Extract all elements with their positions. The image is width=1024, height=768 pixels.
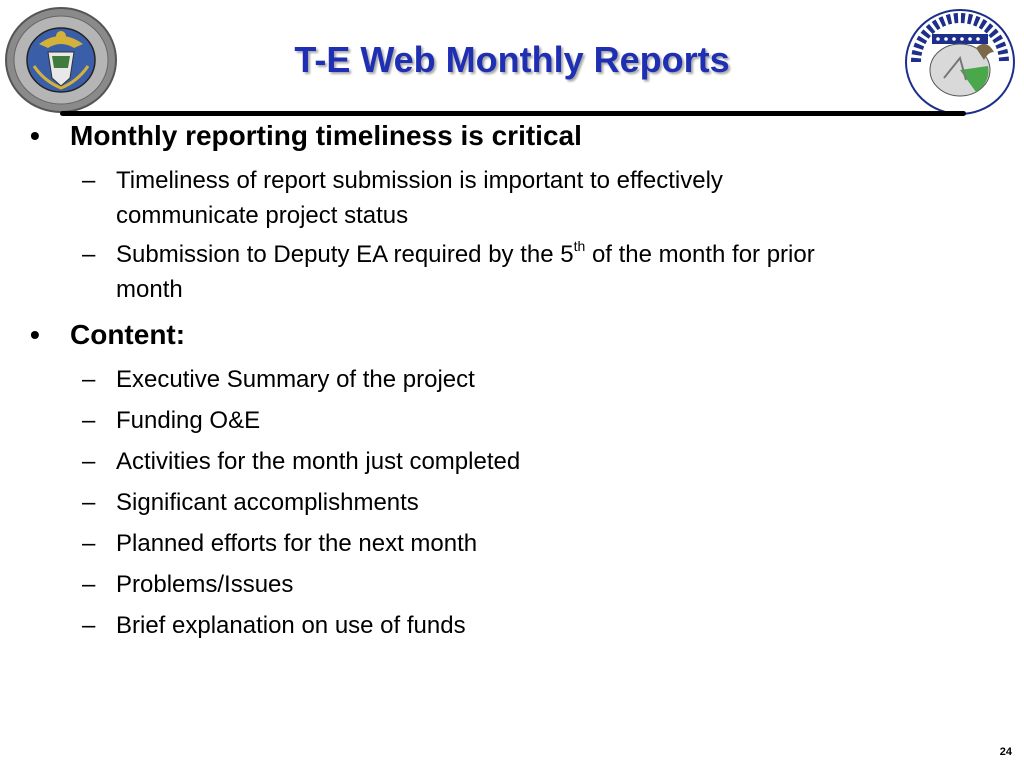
sub-bullet-line-1: Timeliness of report submission is important to effectively (116, 167, 723, 194)
bullet-text: Monthly reporting timeliness is critical (70, 120, 582, 151)
sub-bullet-text: Executive Summary of the project (116, 366, 475, 393)
sub-bullet-text: Significant accomplishments (116, 489, 419, 516)
sub-bullet-marker: – (82, 612, 96, 639)
slide-title: T-E Web Monthly Reports (294, 39, 730, 80)
sub-bullet-marker: – (82, 448, 96, 475)
sub-bullet-text: Funding O&E (116, 407, 261, 434)
sub-bullet-marker: – (82, 489, 96, 516)
sub-bullet-marker: – (82, 366, 96, 393)
page-number: 24 (999, 746, 1012, 758)
bullet-marker: • (30, 120, 40, 151)
sub-bullet-text (116, 163, 962, 233)
sub-bullet-marker: – (82, 241, 96, 268)
title-divider (60, 111, 966, 116)
bullet-marker: • (30, 319, 40, 350)
sub-bullet-marker: – (82, 407, 96, 434)
sub-bullet-text (116, 237, 962, 307)
superscript-th: th (573, 238, 586, 254)
sub-bullet-text-before: Submission to Deputy EA required by the 5 (116, 241, 574, 268)
sub-bullet-text: Brief explanation on use of funds (116, 612, 466, 639)
sub-bullet-marker: – (82, 530, 96, 557)
sub-bullet-text-after: of the month for prior (585, 241, 815, 268)
sub-bullet-marker: – (82, 571, 96, 598)
resource-management-seal-logo (4, 6, 118, 114)
test-evaluation-seal-logo (904, 8, 1016, 116)
sub-bullet-line-2: communicate project status (116, 202, 409, 229)
sub-bullet-line-2: month (116, 276, 183, 303)
sub-bullet-text: Activities for the month just completed (116, 448, 521, 475)
sub-bullet-text: Problems/Issues (116, 571, 294, 598)
sub-bullet-text: Planned efforts for the next month (116, 530, 478, 557)
bullet-text: Content: (70, 319, 186, 350)
sub-bullet-marker: – (82, 167, 96, 194)
